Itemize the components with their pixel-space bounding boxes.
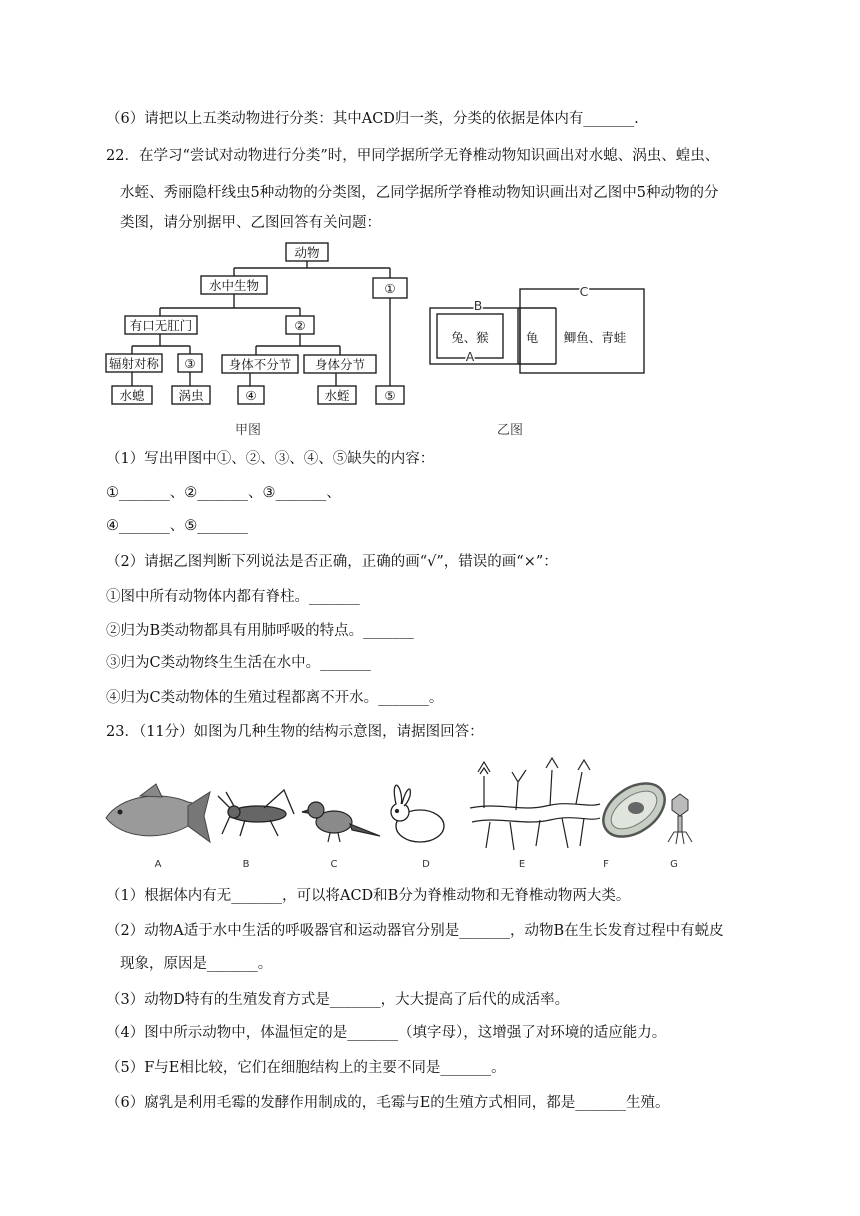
jia-blank1: ① [384, 281, 396, 296]
q22-stem-3: 类图，请分别据甲、乙图回答有关问题： [120, 215, 381, 231]
label-f: F [603, 859, 609, 870]
q23-2b: 现象，原因是_______。 [120, 956, 273, 972]
jia-blank4: ④ [245, 388, 257, 403]
yi-turtle: 龟 [525, 330, 539, 345]
q22-1-blanks-b: ④_______、⑤_______ [106, 518, 248, 534]
yi-label-c: C [579, 284, 589, 299]
q23-6: （6）腐乳是利用毛霉的发酵作用制成的，毛霉与E的生殖方式相同，都是_______生殖。 [106, 1095, 670, 1111]
jia-root: 动物 [294, 245, 320, 260]
grasshopper-illustration [218, 790, 294, 836]
q22-2-2: ②归为B类动物都具有用肺呼吸的特点。_______ [106, 623, 414, 639]
jia-caption: 甲图 [234, 423, 262, 438]
q23-3: （3）动物D特有的生殖发育方式是_______，大大提高了后代的成活率。 [106, 992, 570, 1008]
jia-blank5: ⑤ [384, 388, 396, 403]
q22-2-3: ③归为C类动物终生生活在水中。_______ [106, 655, 371, 671]
label-b: B [242, 859, 250, 870]
paramecium-illustration [594, 772, 675, 847]
jia-mouth: 有口无肛门 [129, 318, 193, 333]
label-e: E [518, 859, 526, 870]
q22-2-1: ①图中所有动物体内都有脊柱。_______ [106, 589, 360, 605]
q22-2-4: ④归为C类动物体的生殖过程都离不开水。_______。 [106, 690, 444, 706]
yi-label-b: B [473, 298, 483, 313]
organism-illustrations [100, 750, 700, 878]
q23-2a: （2）动物A适于水中生活的呼吸器官和运动器官分别是_______，动物B在生长发育过程中有蜕皮 [106, 923, 724, 939]
q22-stem-1: 22．在学习“尝试对动物进行分类”时，甲同学据所学无脊椎动物知识画出对水螅、涡虫、蝗虫、 [106, 148, 720, 164]
yi-fish-frog: 鲫鱼、青蛙 [563, 330, 627, 345]
q22-stem-2: 水蛭、秀丽隐杆线虫5种动物的分类图，乙同学据所学脊椎动物知识画出对乙图中5种动物的分 [120, 185, 719, 201]
fish-illustration [106, 784, 210, 842]
jia-water: 水中生物 [208, 278, 260, 293]
yi-rabbit-monkey: 兔、猴 [451, 330, 489, 345]
label-g: G [670, 859, 678, 870]
q22-1: （1）写出甲图中①、②、③、④、⑤缺失的内容： [106, 451, 435, 467]
jia-radial: 辐射对称 [108, 356, 160, 371]
jia-noseg: 身体不分节 [228, 357, 292, 372]
sparrow-illustration [302, 802, 380, 842]
label-a: A [154, 859, 162, 870]
q22-2: （2）请据乙图判断下列说法是否正确，正确的画“√”，错误的画“×”： [106, 554, 558, 570]
jia-blank2: ② [294, 318, 306, 333]
jia-hydra: 水螅 [119, 388, 145, 403]
q23-stem: 23．（11分）如图为几种生物的结构示意图，请据图回答： [106, 724, 484, 740]
jia-flatworm: 涡虫 [178, 388, 204, 403]
q23-5: （5）F与E相比较，它们在细胞结构上的主要不同是_______。 [106, 1060, 506, 1076]
label-d: D [422, 859, 430, 870]
virus-illustration [668, 794, 692, 844]
jia-leech: 水蛭 [324, 388, 350, 403]
rabbit-illustration [391, 785, 444, 842]
jia-blank3: ③ [184, 356, 196, 371]
q23-4: （4）图中所示动物中，体温恒定的是_______（填字母），这增强了对环境的适应能力。 [106, 1025, 667, 1041]
jia-seg: 身体分节 [314, 357, 366, 372]
yi-caption: 乙图 [496, 423, 524, 438]
q22-1-blanks-a: ①_______、②_______、③_______、 [106, 485, 341, 501]
q23-1: （1）根据体内有无_______，可以将ACD和B分为脊椎动物和无脊椎动物两大类。 [106, 888, 631, 904]
yi-label-a: A [465, 349, 475, 364]
classification-diagram [100, 238, 660, 443]
q21-6: （6）请把以上五类动物进行分类：其中ACD归一类，分类的依据是体内有_______. [106, 111, 639, 127]
mold-illustration [470, 758, 600, 850]
label-c: C [330, 859, 338, 870]
